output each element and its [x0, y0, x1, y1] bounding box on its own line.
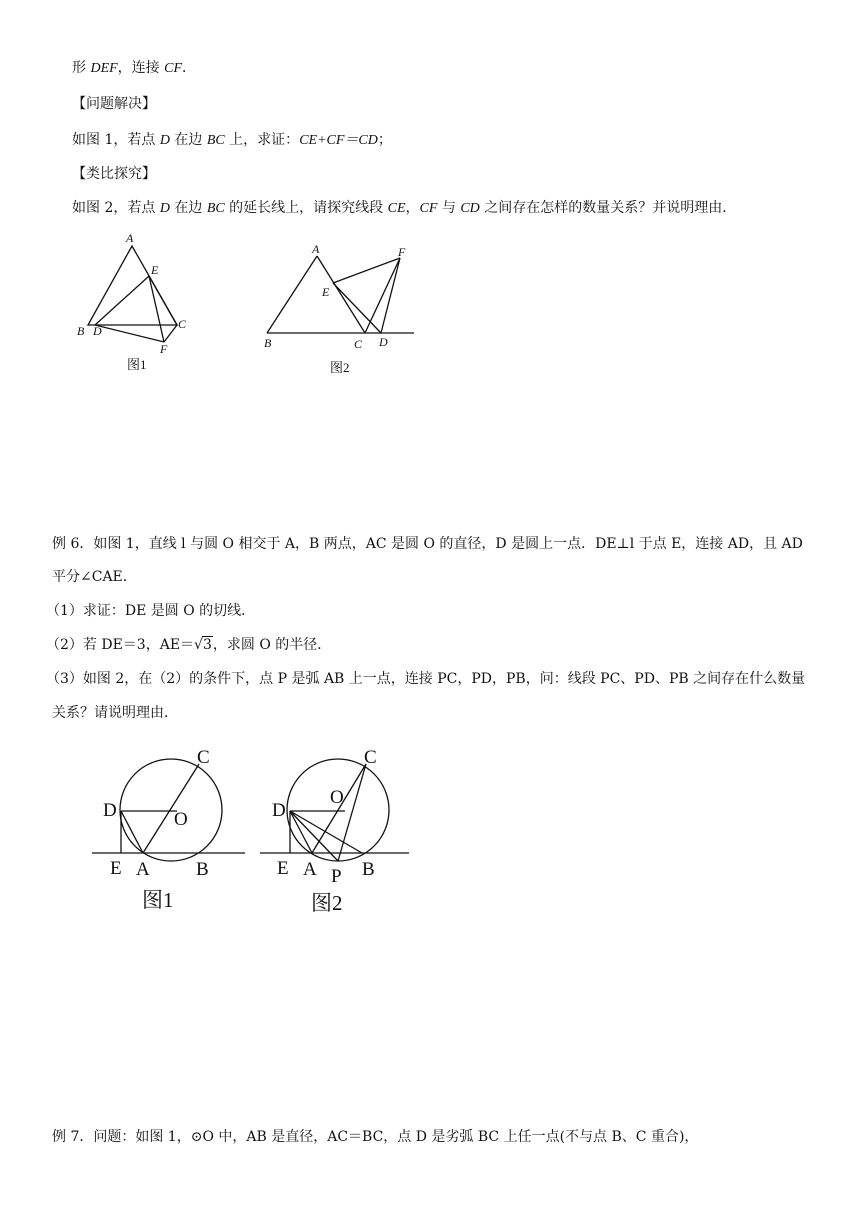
label-b: B: [77, 324, 85, 338]
example-6-question-3-line-1: （3）如图 2，在（2）的条件下，点 P 是弧 AB 上一点，连接 PC，PD，PB，问：线段 PC、PD、PB 之间存在什么数量: [46, 671, 806, 687]
caption-figure-2: 图2: [330, 360, 350, 375]
text-line-3: 如图 1，若点 D 在边 BC 上，求证：CE+CF＝CD；: [72, 132, 392, 148]
segment-ec: [149, 276, 177, 325]
label-f: F: [160, 342, 168, 356]
label-a: A: [136, 859, 150, 880]
label-e: E: [277, 858, 289, 879]
triangle-abc: [88, 246, 177, 325]
triangle-figures: [0, 228, 860, 388]
label-e: E: [322, 285, 330, 299]
label-d: D: [379, 335, 388, 349]
circle-o: [120, 759, 222, 861]
label-b: B: [196, 859, 209, 880]
segment-ac: [143, 764, 199, 853]
segment-ef: [149, 276, 164, 342]
caption-figure-2: 图2: [311, 891, 343, 915]
caption-figure-1: 图1: [127, 357, 147, 372]
label-d: D: [103, 800, 117, 821]
label-c: C: [197, 747, 210, 768]
label-c: C: [178, 317, 187, 331]
label-o: O: [330, 787, 344, 808]
label-e: E: [110, 858, 122, 879]
text-line-5: 如图 2，若点 D 在边 BC 的延长线上，请探究线段 CE，CF 与 CD 之间存在怎样的数量关系？并说明理由．: [72, 200, 737, 216]
label-d: D: [93, 324, 102, 338]
segment-ab: [267, 256, 317, 333]
circle-figures: [0, 740, 860, 930]
example-6-line-2: 平分∠CAE．: [52, 569, 137, 585]
segment-de: [95, 276, 149, 325]
label-a: A: [303, 859, 317, 880]
example-6-question-2: （2）若 DE＝3，AE＝√3，求圆 O 的半径．: [46, 637, 332, 653]
segment-ed: [333, 283, 381, 333]
sqrt-3: √3: [194, 637, 212, 653]
label-o: O: [174, 809, 188, 830]
example-6-question-3-line-2: 关系？请说明理由．: [52, 705, 178, 721]
caption-figure-1: 图1: [142, 888, 174, 912]
text-line-1: 形 DEF，连接 CF．: [72, 60, 197, 76]
segment-fd: [381, 258, 400, 333]
label-a: A: [312, 242, 320, 256]
label-f: F: [398, 245, 406, 259]
example-6-question-1: （1）求证：DE 是圆 O 的切线．: [46, 603, 256, 619]
label-p: P: [331, 866, 342, 887]
triangle-figure-2: [267, 256, 414, 333]
label-c: C: [364, 747, 377, 768]
segment-cf: [164, 325, 177, 342]
label-b: B: [264, 336, 272, 350]
label-b: B: [362, 859, 375, 880]
label-e: E: [151, 263, 159, 277]
label-c: C: [354, 337, 363, 351]
heading-analogy: 【类比探究】: [72, 166, 156, 182]
label-a: A: [126, 231, 134, 245]
heading-problem-solving: 【问题解决】: [72, 96, 156, 112]
label-d: D: [272, 800, 286, 821]
segment-df: [95, 325, 164, 342]
example-6-line-1: 例 6．如图 1，直线 l 与圆 O 相交于 A，B 两点，AC 是圆 O 的直径，D 是圆上一点．DE⊥l 于点 E，连接 AD，且 AD: [52, 536, 803, 552]
example-7-line-1: 例 7．问题：如图 1，⊙O 中，AB 是直径，AC＝BC，点 D 是劣弧 BC 上任一点(不与点 B、C 重合)，: [52, 1129, 699, 1145]
